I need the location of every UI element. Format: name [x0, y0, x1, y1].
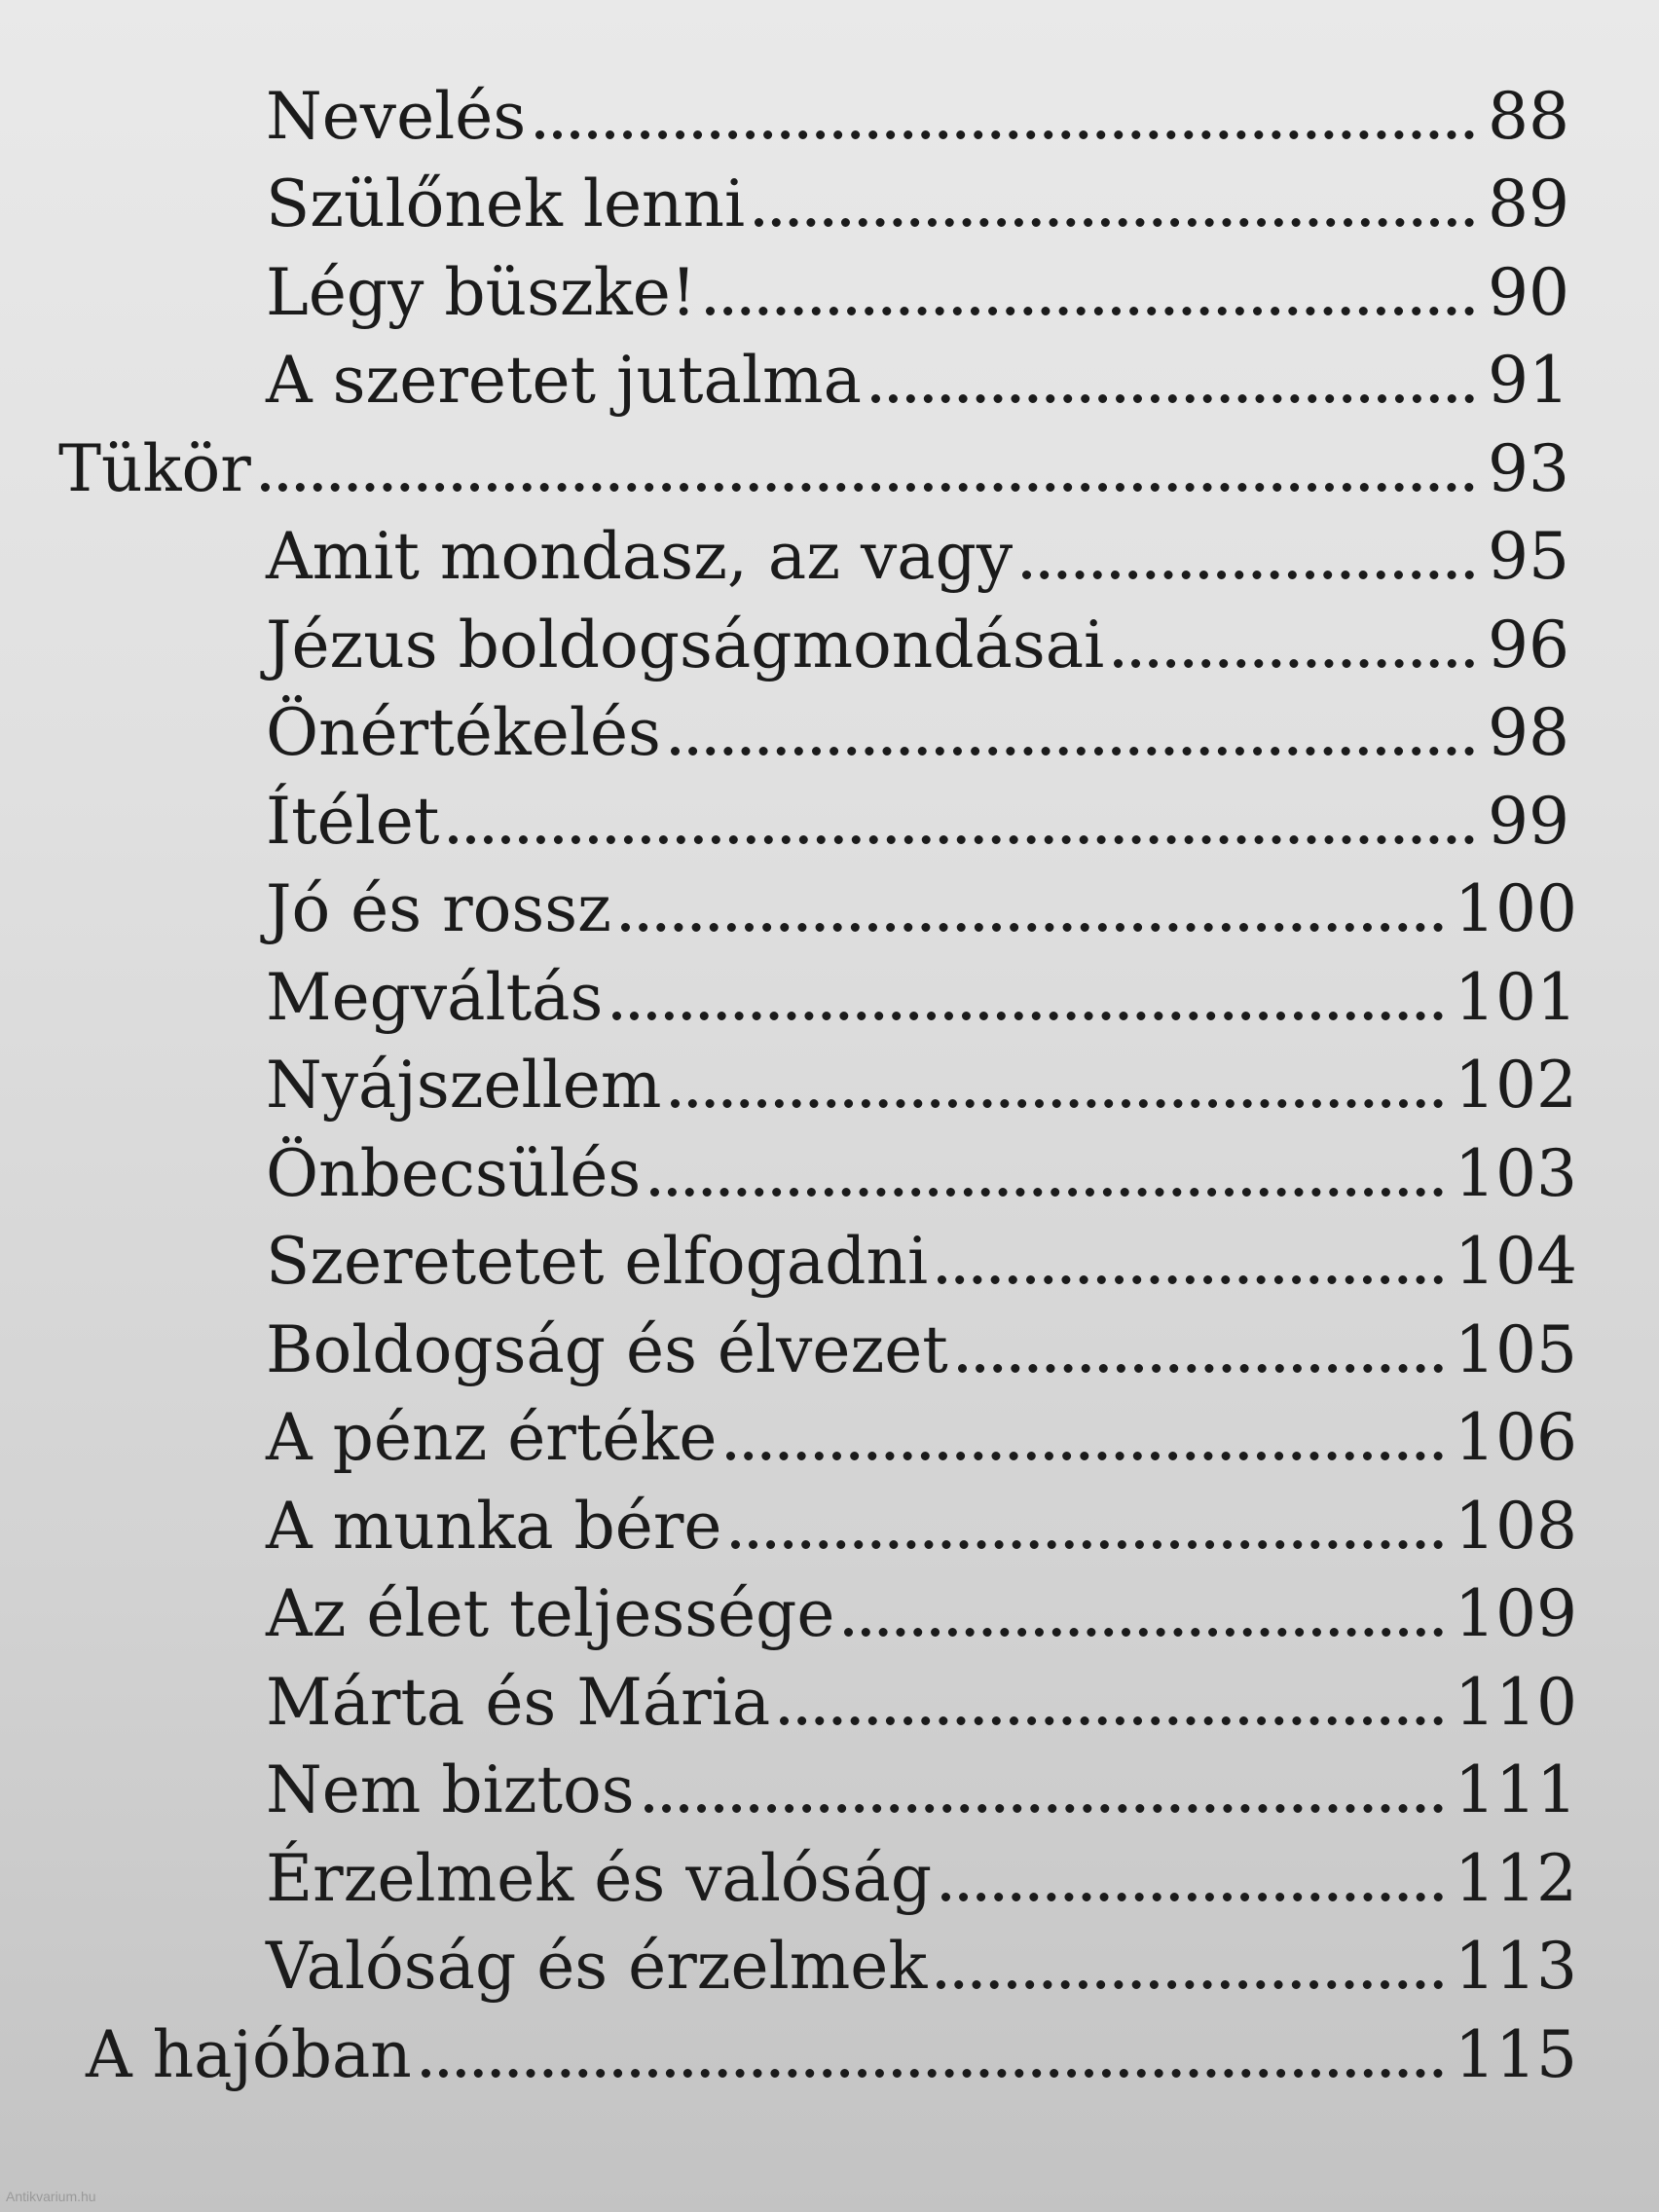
toc-entry-page: 113: [1455, 1929, 1577, 2004]
toc-entry: [0, 1559, 1659, 1651]
toc-entry-page: 106: [1455, 1400, 1577, 1475]
toc-entry-page: 104: [1455, 1224, 1577, 1299]
dot-leader: [731, 1540, 1443, 1549]
toc-entry-page: 103: [1455, 1135, 1577, 1211]
toc-entry-page: 89: [1488, 166, 1569, 241]
toc-entry-page: 88: [1488, 78, 1569, 154]
toc-entry-title: Önértékelés: [266, 695, 661, 770]
toc-entry: [0, 60, 1659, 154]
toc-entry: [0, 325, 1659, 418]
dot-leader: [645, 1804, 1443, 1813]
toc-section-title: Tükör: [58, 430, 251, 506]
toc-entry-page: 108: [1455, 1488, 1577, 1564]
toc-entry-title: Valóság és érzelmek: [266, 1929, 928, 2004]
toc-entry-page: 91: [1488, 343, 1569, 418]
toc-entry-title: Nevelés: [266, 78, 527, 154]
dot-leader: [422, 2069, 1443, 2078]
toc-entry: [0, 1823, 1659, 1916]
toc-entry-title: Megváltás: [266, 959, 604, 1035]
toc-entry-title: Jó és rossz: [266, 871, 611, 946]
toc-entry: [0, 1382, 1659, 1475]
dot-leader: [650, 1188, 1443, 1197]
toc-entry-title: A szeretet jutalma: [266, 343, 862, 418]
toc-entry: [0, 1646, 1659, 1740]
dot-leader: [941, 1893, 1443, 1901]
dot-leader: [844, 1628, 1443, 1637]
dot-leader: [937, 1980, 1443, 1989]
toc-entry-page: 109: [1455, 1576, 1577, 1651]
toc-entry: [0, 678, 1659, 770]
dot-leader: [449, 835, 1474, 844]
toc-entry-title: Nyájszellem: [266, 1048, 662, 1123]
toc-entry: [0, 1911, 1659, 2004]
toc-entry-title: Az élet teljessége: [266, 1576, 835, 1651]
toc-section-entry: [0, 413, 1659, 506]
dot-leader: [671, 1099, 1443, 1108]
toc-section-entry: [0, 1999, 1659, 2092]
dot-leader: [1114, 659, 1474, 668]
toc-entry: [0, 1030, 1659, 1123]
toc-entry-page: 90: [1488, 254, 1569, 330]
toc-entry-title: Márta és Mária: [266, 1664, 771, 1740]
toc-entry-page: 111: [1455, 1752, 1577, 1827]
toc-entry: [0, 1118, 1659, 1211]
toc-entry-title: Érzelmek és valóság: [266, 1840, 933, 1916]
dot-leader: [1022, 571, 1474, 579]
toc-entry: [0, 1294, 1659, 1387]
toc-entry-page: 102: [1455, 1048, 1577, 1123]
toc-entry: [0, 941, 1659, 1035]
toc-entry: [0, 1470, 1659, 1564]
toc-entry: [0, 237, 1659, 330]
dot-leader: [871, 394, 1474, 403]
dot-leader: [780, 1716, 1443, 1725]
toc-entry: [0, 149, 1659, 241]
toc-section-title: A hajóban: [86, 2016, 412, 2092]
toc-entry-title: Önbecsülés: [266, 1135, 642, 1211]
toc-entry-page: 100: [1455, 871, 1577, 946]
dot-leader: [261, 483, 1474, 492]
toc-entry-title: A pénz értéke: [266, 1400, 718, 1475]
toc-entry: [0, 854, 1659, 946]
toc-entry-title: Nem biztos: [266, 1752, 635, 1827]
toc-entry-title: Légy büszke!: [266, 254, 697, 330]
toc-entry-page: 99: [1488, 783, 1569, 859]
toc-entry: [0, 1206, 1659, 1299]
toc-entry-page: 101: [1455, 959, 1577, 1035]
toc-entry-page: 96: [1488, 607, 1569, 682]
dot-leader: [535, 130, 1474, 139]
toc-entry: [0, 1735, 1659, 1827]
toc-entry-page: 93: [1488, 430, 1569, 506]
dot-leader: [621, 923, 1443, 932]
dot-leader: [612, 1012, 1443, 1020]
toc-entry-title: A munka bére: [266, 1488, 722, 1564]
toc-entry-page: 95: [1488, 519, 1569, 594]
toc-entry: [0, 765, 1659, 859]
toc-entry-title: Amit mondasz, az vagy: [266, 519, 1014, 594]
toc-entry-page: 110: [1455, 1664, 1577, 1740]
dot-leader: [671, 747, 1474, 756]
toc-entry-title: Boldogság és élvezet: [266, 1311, 948, 1387]
dot-leader: [726, 1452, 1443, 1460]
dot-leader: [706, 307, 1474, 315]
watermark: Antikvarium.hu: [6, 2189, 96, 2204]
table-of-contents: [0, 60, 1659, 2092]
dot-leader: [938, 1275, 1443, 1284]
toc-entry-page: 112: [1455, 1840, 1577, 1916]
toc-entry-page: 115: [1455, 2016, 1577, 2092]
toc-entry: [0, 501, 1659, 594]
toc-entry-title: Szülőnek lenni: [266, 166, 746, 241]
toc-entry-title: Szeretetet elfogadni: [266, 1224, 929, 1299]
toc-entry-title: Ítélet: [266, 783, 440, 859]
toc-entry-page: 98: [1488, 695, 1569, 770]
toc-entry-title: Jézus boldogságmondásai: [266, 607, 1105, 682]
dot-leader: [755, 218, 1474, 227]
dot-leader: [958, 1364, 1443, 1373]
toc-entry: [0, 589, 1659, 682]
toc-entry-page: 105: [1455, 1311, 1577, 1387]
